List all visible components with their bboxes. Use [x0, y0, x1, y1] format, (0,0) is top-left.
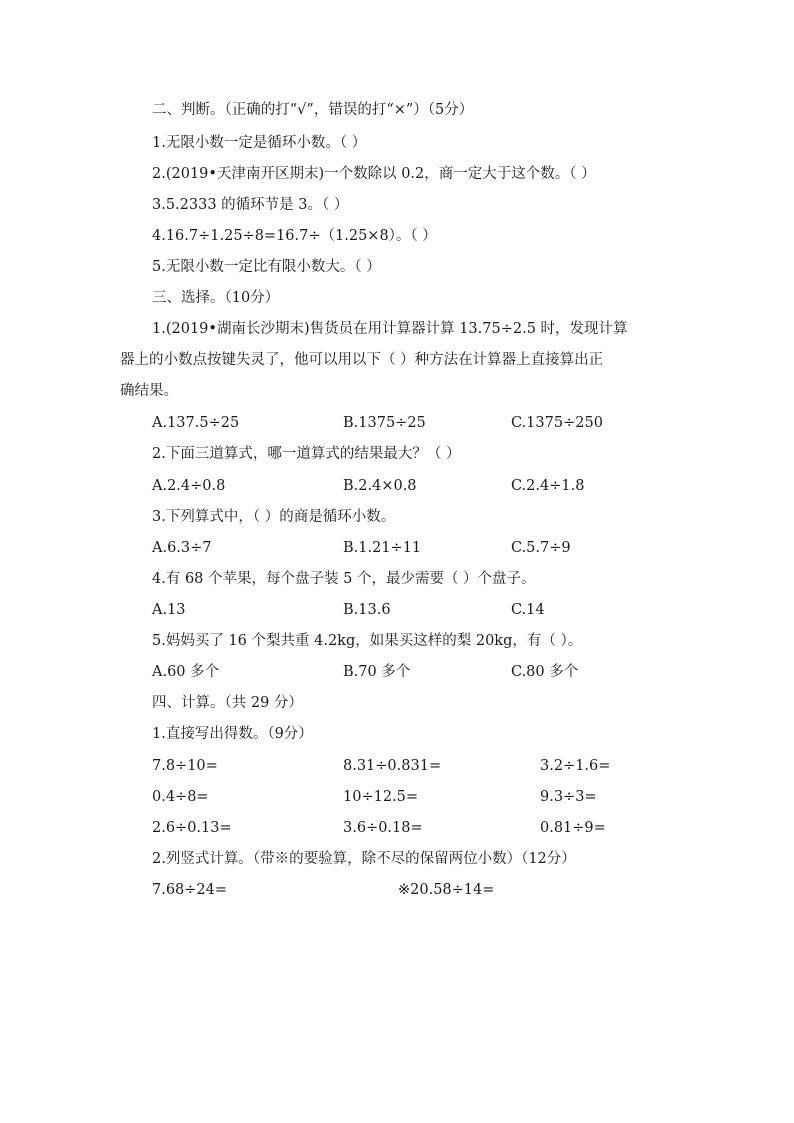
- calc-r1-c3: 3.2÷1.6=: [540, 758, 611, 774]
- section-3-heading: 三、选择。（10分）: [152, 290, 280, 306]
- choice-q4: 4.有 68 个苹果，每个盘子装 5 个，最少需要（ ）个盘子。: [152, 571, 536, 587]
- section-2-heading: 二、判断。（正确的打“√”，错误的打“×”）（5分）: [152, 102, 474, 118]
- calc-r2-c1: 0.4÷8=: [152, 789, 209, 805]
- choice-q3-option-a: A.6.3÷7: [152, 540, 212, 556]
- choice-q4-option-b: B.13.6: [343, 602, 391, 618]
- calc-r3-c1: 2.6÷0.13=: [152, 820, 232, 836]
- choice-q3-option-c: C.5.7÷9: [511, 540, 571, 556]
- section-4-heading: 四、计算。（共 29 分）: [152, 695, 303, 711]
- choice-q2-option-a: A.2.4÷0.8: [152, 478, 226, 494]
- choice-q5: 5.妈妈买了 16 个梨共重 4.2kg，如果买这样的梨 20kg，有（ ）。: [152, 633, 583, 649]
- choice-q5-option-a: A.60 多个: [152, 664, 220, 680]
- choice-q1-line-3: 确结果。: [120, 383, 178, 399]
- choice-q1-option-a: A.137.5÷25: [152, 415, 240, 431]
- choice-q1-option-b: B.1375÷25: [343, 415, 426, 431]
- calc-r1-c2: 8.31÷0.831=: [343, 758, 442, 774]
- choice-q5-option-c: C.80 多个: [511, 664, 579, 680]
- vertical-calc-1: 7.68÷24=: [152, 882, 228, 898]
- judge-item-3: 3.5.2333 的循环节是 3。（ ）: [152, 197, 349, 213]
- calc-r1-c1: 7.8÷10=: [152, 758, 218, 774]
- choice-q2-option-b: B.2.4×0.8: [343, 478, 417, 494]
- choice-q5-option-b: B.70 多个: [343, 664, 411, 680]
- judge-item-5: 5.无限小数一定比有限小数大。（ ）: [152, 259, 381, 275]
- choice-q2: 2.下面三道算式，哪一道算式的结果最大？（ ）: [152, 446, 461, 462]
- calc-r3-c2: 3.6÷0.18=: [343, 820, 423, 836]
- judge-item-2: 2.(2019•天津南开区期末)一个数除以 0.2，商一定大于这个数。（ ）: [152, 166, 596, 182]
- choice-q1-line-2: 器上的小数点按键失灵了，他可以用以下（ ）种方法在计算器上直接算出正: [120, 352, 604, 368]
- calc-sub2-heading: 2.列竖式计算。（带※的要验算，除不尽的保留两位小数）（12分）: [152, 851, 576, 867]
- choice-q4-option-a: A.13: [152, 602, 186, 618]
- calc-sub1-heading: 1.直接写出得数。（9分）: [152, 726, 313, 742]
- choice-q3-option-b: B.1.21÷11: [343, 540, 422, 556]
- calc-r2-c3: 9.3÷3=: [540, 789, 597, 805]
- judge-item-4: 4.16.7÷1.25÷8=16.7÷（1.25×8）。（ ）: [152, 228, 437, 244]
- calc-r3-c3: 0.81÷9=: [540, 820, 606, 836]
- choice-q1-line-1: 1.(2019•湖南长沙期末)售货员在用计算器计算 13.75÷2.5 时，发现计算: [152, 321, 628, 337]
- choice-q2-option-c: C.2.4÷1.8: [511, 478, 585, 494]
- choice-q3: 3.下列算式中，（ ）的商是循环小数。: [152, 509, 396, 525]
- calc-r2-c2: 10÷12.5=: [343, 789, 419, 805]
- choice-q1-option-c: C.1375÷250: [511, 415, 603, 431]
- choice-q4-option-c: C.14: [511, 602, 545, 618]
- vertical-calc-2: ※20.58÷14=: [398, 882, 495, 898]
- judge-item-1: 1.无限小数一定是循环小数。（ ）: [152, 135, 367, 151]
